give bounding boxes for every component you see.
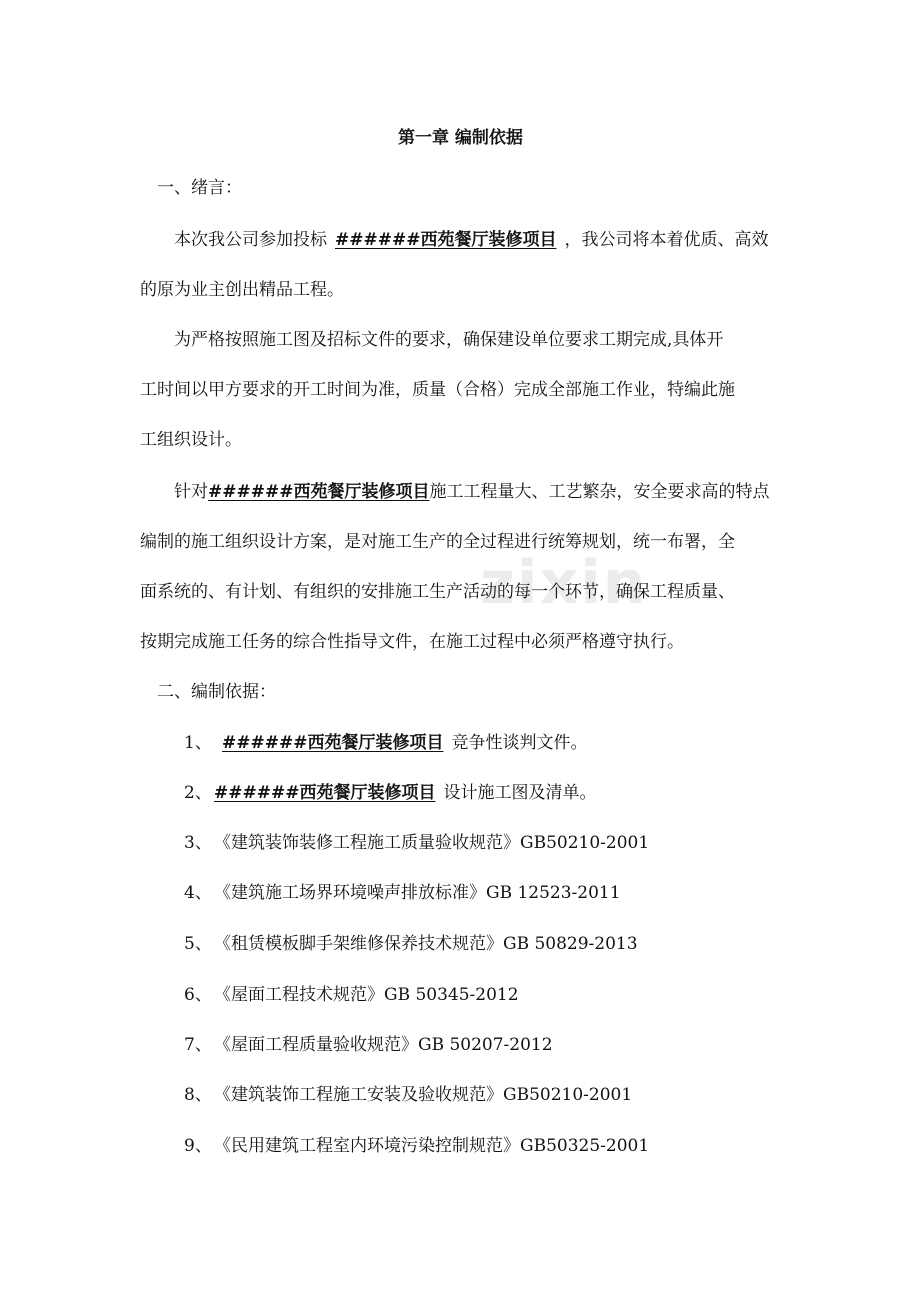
list-item-text: 《建筑装饰装修工程施工质量验收规范》GB50210-2001 <box>214 833 650 853</box>
list-item-number: 8、 <box>184 1085 212 1105</box>
list-item-number: 2、 <box>184 783 212 803</box>
paragraph2-line3: 工组织设计。 <box>140 430 242 450</box>
list-item-text: 《建筑施工场界环境噪声排放标准》GB 12523-2011 <box>214 883 621 903</box>
list-item-number: 5、 <box>184 934 212 954</box>
p1-text-b: ，我公司将本着优质、高效 <box>564 230 769 250</box>
list-item <box>184 983 519 1007</box>
paragraph1-line1 <box>174 228 768 252</box>
list-item-number: 3、 <box>184 833 212 853</box>
project-name: ######西苑餐厅装修项目 <box>335 230 557 250</box>
list-item-text: 竞争性谈判文件。 <box>451 733 588 753</box>
p1-text-a: 本次我公司参加投标 <box>174 230 327 250</box>
list-item-number: 4、 <box>184 883 212 903</box>
list-item <box>184 1033 553 1057</box>
project-name-item1: ######西苑餐厅装修项目 <box>222 733 444 753</box>
list-item-text: 《民用建筑工程室内环境污染控制规范》GB50325-2001 <box>214 1136 650 1156</box>
list-item-text: 《建筑装饰工程施工安装及验收规范》GB50210-2001 <box>214 1085 633 1105</box>
watermark: zixin <box>480 548 648 618</box>
p3-prefix: 针对 <box>174 482 208 502</box>
chapter-title: 第一章 编制依据 <box>398 128 523 148</box>
list-item <box>184 731 587 755</box>
list-item <box>184 831 649 855</box>
list-item-number: 7、 <box>184 1035 212 1055</box>
project-name-item2: ######西苑餐厅装修项目 <box>214 783 436 803</box>
paragraph3-line2: 编制的施工组织设计方案，是对施工生产的全过程进行统筹规划，统一布署，全 <box>140 532 735 552</box>
paragraph2-line2: 工时间以甲方要求的开工时间为准，质量（合格）完成全部施工作业，特编此施 <box>140 380 735 400</box>
list-item-text: 《屋面工程质量验收规范》GB 50207-2012 <box>214 1035 553 1055</box>
paragraph3-line1 <box>174 480 769 504</box>
section1-heading: 一、绪言： <box>157 178 242 198</box>
list-item-number: 6、 <box>184 985 212 1005</box>
list-item-text: 设计施工图及清单。 <box>443 783 597 803</box>
paragraph3-line3: 面系统的、有计划、有组织的安排施工生产活动的每一个环节，确保工程质量、 <box>140 582 735 602</box>
project-name-inline: ######西苑餐厅装修项目 <box>208 482 430 502</box>
paragraph1-line2: 的原为业主创出精品工程。 <box>140 280 344 300</box>
list-item-number: 1、 <box>184 733 212 753</box>
paragraph3-line4: 按期完成施工任务的综合性指导文件，在施工过程中必须严格遵守执行。 <box>140 632 684 652</box>
list-item-text: 《屋面工程技术规范》GB 50345-2012 <box>214 985 519 1005</box>
section2-heading: 二、编制依据： <box>157 682 276 702</box>
list-item <box>184 1083 632 1107</box>
list-item <box>184 781 596 805</box>
p3-text-a: 施工工程量大、工艺繁杂，安全要求高的特点 <box>429 482 770 502</box>
list-item-text: 《租赁模板脚手架维修保养技术规范》GB 50829-2013 <box>214 934 638 954</box>
list-item <box>184 932 638 956</box>
list-item <box>184 1134 649 1158</box>
list-item <box>184 881 621 905</box>
paragraph2-line1: 为严格按照施工图及招标文件的要求，确保建设单位要求工期完成,具体开 <box>174 330 724 350</box>
list-item-number: 9、 <box>184 1136 212 1156</box>
